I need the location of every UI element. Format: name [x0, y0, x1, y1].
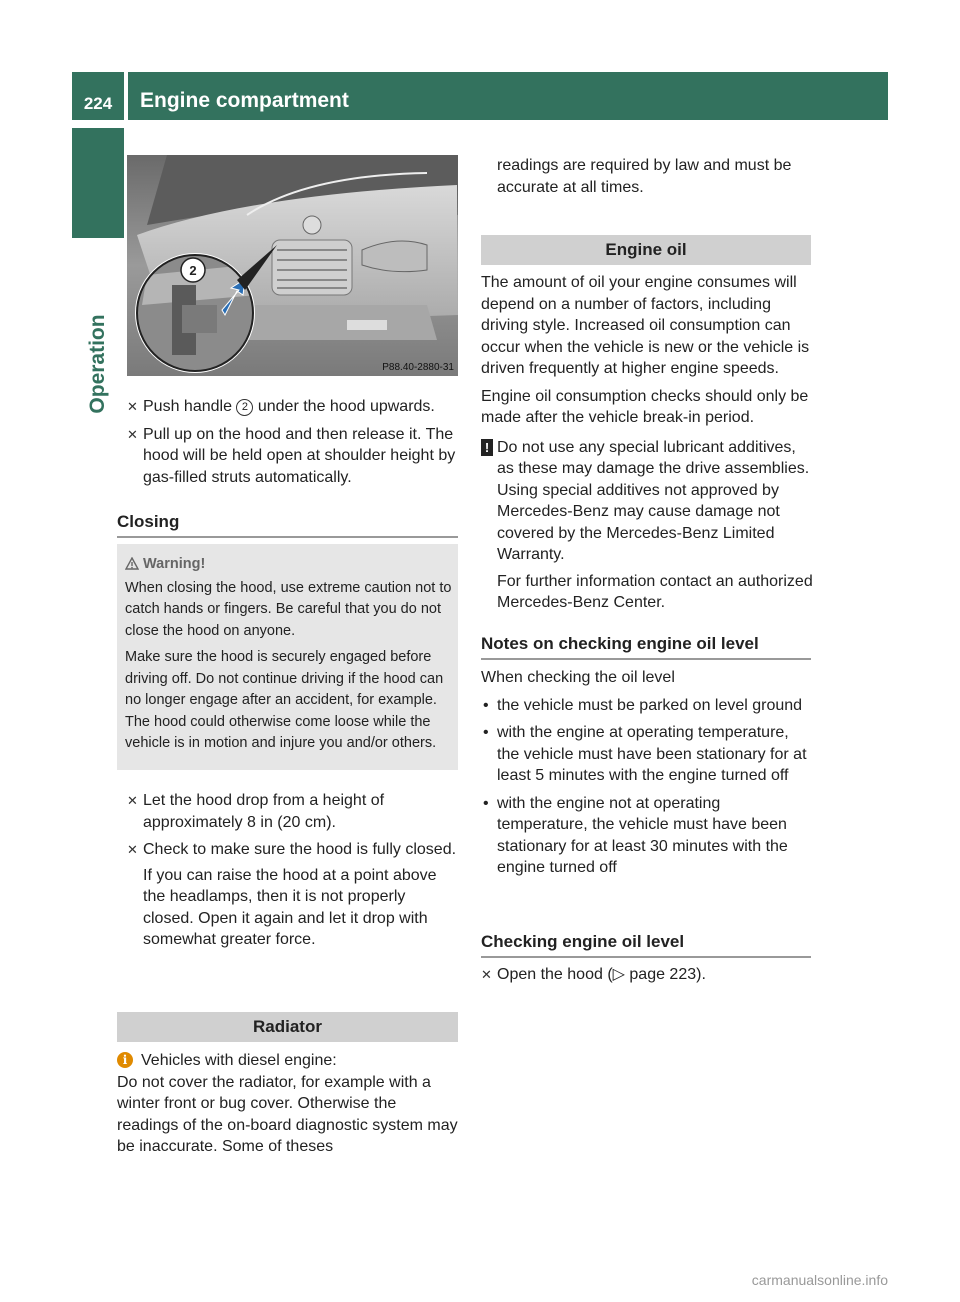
radiator-continued: readings are required by law and must be accurate at all times. [497, 157, 792, 196]
radiator-info-line1: Vehicles with diesel engine: [141, 1052, 337, 1069]
figure-callout: 2 [189, 263, 197, 278]
list-item: • with the engine not at operating temperature, the vehicle must have been stationary for at least 30 minutes with the engine turned off [483, 794, 788, 876]
caution-mark-icon: ! [481, 439, 493, 456]
checking-heading: Checking engine oil level [481, 932, 811, 958]
sidebar-section-label: Operation [86, 314, 109, 414]
step-open-hood: ✕ Open the hood (▷ page 223). [481, 964, 813, 986]
step-check-closed: ✕ Check to make sure the hood is fully closed. [127, 839, 458, 861]
warning-box [117, 544, 458, 770]
bullet-icon: • [483, 794, 489, 812]
warning-title: Warning! [125, 554, 452, 576]
left-steps [127, 396, 458, 494]
engine-oil-heading: Engine oil [481, 235, 811, 265]
caution-note [481, 437, 813, 614]
caution-text-1: Do not use any special lubricant additives, as these may damage the drive assemblies. Using special additives not approved by Mercedes-Benz may cause damage not covered by the Mercedes-Benz Limited Warranty. [497, 438, 810, 563]
oil-paragraph-2: Engine oil consumption checks should only be made after the vehicle break-in period. [481, 387, 809, 426]
warning-text-1: When closing the hood, use extreme caution not to catch hands or fingers. Be careful that you do not close the hood on anyone. [125, 579, 452, 639]
step-marker-icon: ✕ [481, 967, 492, 982]
step-pull-up: ✕ Pull up on the hood and then release it. The hood will be held open at shoulder height by gas-filled struts automatically. [127, 425, 456, 486]
bullet-icon: • [483, 724, 489, 741]
step-marker-icon: ✕ [127, 842, 138, 857]
chapter-title: Engine compartment [128, 72, 888, 120]
radiator-info-text: Do not cover the radiator, for example with a winter front or bug cover. Otherwise the readings of the on-board diagnostic system may be inaccurate. Some of theses [117, 1073, 458, 1155]
radiator-heading: Radiator [117, 1012, 458, 1042]
oil-paragraph-1: The amount of oil your engine consumes will depend on a number of factors, including driving style. Increased oil consumption can occur when the vehicle is new or the vehicle is driven frequently at higher engine speeds. [481, 274, 810, 377]
bullet-icon: • [483, 696, 489, 714]
step-drop-hood: ✕ Let the hood drop from a height of approximately 8 in (20 cm). [127, 792, 385, 831]
step-push-handle: ✕ Push handle 2 under the hood upwards. [127, 396, 458, 418]
list-item: • the vehicle must be parked on level ground [481, 695, 813, 717]
step-marker-icon: ✕ [127, 399, 138, 414]
sidebar-section [72, 238, 124, 490]
page-number: 224 [72, 72, 124, 120]
step-marker-icon: ✕ [127, 793, 138, 808]
figure-code: P88.40-2880-31 [382, 362, 454, 373]
notes-section [481, 667, 813, 885]
footer-watermark: carmanualsonline.info [751, 1272, 888, 1288]
step-check-closed-detail: If you can raise the hood at a point above the headlamps, then it is not properly closed. Open it again and let it drop with somewhat greater force. [143, 866, 437, 948]
caution-text-2: For further information contact an authorized Mercedes-Benz Center. [497, 572, 813, 611]
info-icon: i [117, 1052, 133, 1068]
closing-heading: Closing [117, 512, 458, 538]
warning-text-2: Make sure the hood is securely engaged before driving off. Do not continue driving if the hood can no longer engage after an accident, for example. The hood could otherwise come loose while the vehicle is in motion and injure you and/or others. [125, 649, 444, 751]
warning-triangle-icon [125, 557, 139, 570]
sidebar-tab [72, 128, 124, 238]
callout-2-icon: 2 [236, 399, 253, 416]
notes-heading: Notes on checking engine oil level [481, 634, 811, 660]
engine-oil-section [481, 272, 813, 614]
step-marker-icon: ✕ [127, 426, 138, 442]
notes-intro: When checking the oil level [481, 669, 675, 686]
radiator-info [117, 1050, 462, 1158]
checking-steps [481, 964, 813, 992]
list-item: • with the engine at operating temperature, the vehicle must have been stationary for at least 5 minutes with the engine turned off [483, 724, 807, 784]
car-front-illustration [127, 155, 458, 376]
closing-steps [127, 790, 458, 951]
hood-release-figure [127, 155, 458, 376]
